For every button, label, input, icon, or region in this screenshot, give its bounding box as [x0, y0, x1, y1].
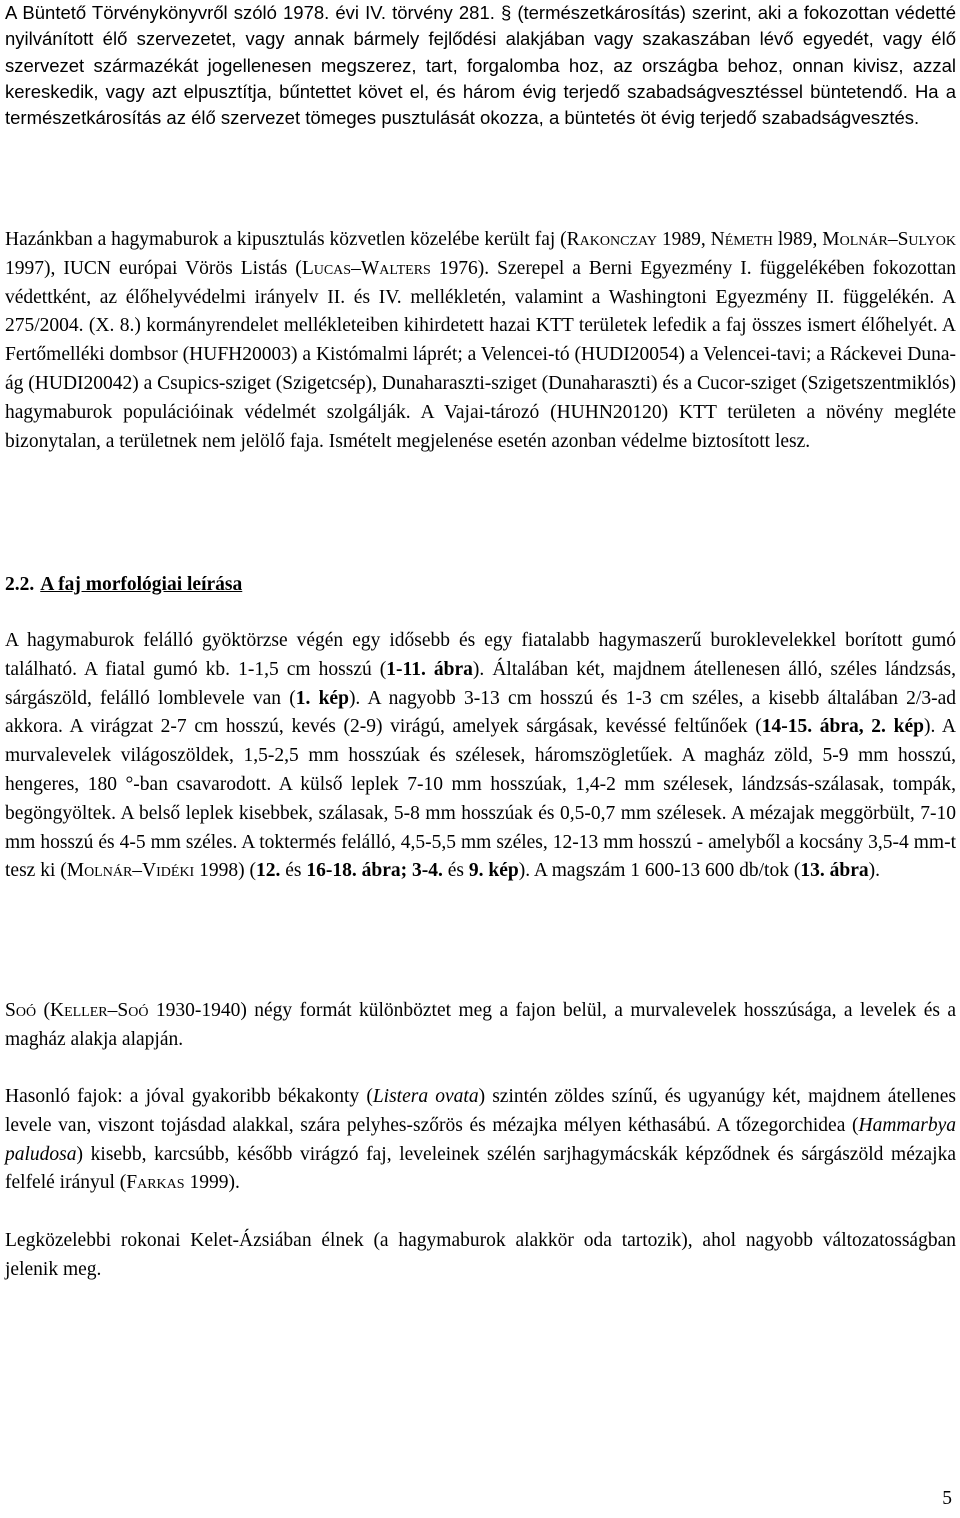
penal-code-paragraph: [5, 0, 956, 131]
figure-reference: 14-15. ábra, 2. kép: [761, 716, 924, 738]
figure-reference: 12.: [255, 860, 281, 882]
text-run: 1976). Szerepel a Berni Egyezmény I. függelékében fokozottan védettként, az élőhelyvédelmi irányelv II. és IV. mellékletén, valamint a Washingtoni Egyezmény II. függelékén. A 275/2004. (X. 8.) kormányrendelet mellékleteiben kihirdetett hazai KTT területek lefedik a faj összes ismert élőhelyét. A Fertőmelléki dombsor (HUFH20003) a Kistómalmi láprét; a Velencei-tó (HUDI20054) a Velencei-tavi; a Ráckevei Duna-ág (HUDI20042) a Csupics-sziget (Szigetcsép), Dunaharaszti-sziget (Dunaharaszti) és a Cucor-sziget (Szigetszentmiklós) hagymaburok populációinak védelmét szolgálják. A Vajai-tározó (HUHN20120) KTT területen a növény megléte bizonytalan, a területnek nem jelölő faja. Ismételt megjelenése esetén azonban védelme biztosított lesz.: [5, 257, 957, 452]
text-run: ) kisebb, karcsúbb, később virágzó faj, leveleinek szélén sarjhagymácskák képződnek és sárgászöld mézajka felfelé irányul (: [5, 1143, 956, 1194]
species-name: Hammarbya paludosa: [5, 1114, 956, 1165]
forms-paragraph: [5, 997, 956, 1055]
text-run: 1989,: [656, 229, 711, 250]
citation-author: Rakonczay: [566, 229, 657, 250]
figure-reference: 1. kép: [295, 687, 349, 709]
figure-reference: 1-11. ábra: [386, 658, 473, 680]
citation-author: Keller–Soó: [50, 1000, 149, 1021]
text-run: 1930-1940) négy formát különböztet meg a fajon belül, a murvalevelek hosszúsága, a levelek és a magház alakja alapján.: [5, 1000, 957, 1050]
penal-code-text: A Büntető Törvénykönyvről szóló 1978. évi IV. törvény 281. § (természetkárosítás) szerint, aki a fokozottan védetté nyilvánított élő szervezetet, vagy annak bármely fejlődési alakjában vagy szakaszában lévő egyedét, vagy élő szervezet származékát jogellenesen megszerez, tart, forgalomba hoz, az országba behoz, onnan kivisz, azzal kereskedik, vagy azt elpusztítja, bűntettet követ el, és három évig terjedő szabadságvesztéssel büntetendő. Ha a természetkárosítás az élő szervezet tömeges pusztulását okozza, a büntetés öt évig terjedő szabadságvesztés.: [5, 2, 956, 129]
citation-author: Lucas–Walters: [301, 257, 431, 279]
text-run: ). Általában két, majdnem átellenesen álló, széles lándzsás, sárgászöld, felálló lomblevele van (: [5, 658, 956, 709]
citation-author: Németh: [710, 229, 773, 250]
text-run: ). A magszám 1 600-13 600 db/tok (: [518, 860, 801, 882]
text-run: ) szintén zöldes színű, és ugyanúgy két, majdnem átellenes levele van, viszont tojásdad alakkal, szára pelyhes-szőrös és mézajka mélyen kéthasábú. A tőzegorchidea (: [5, 1086, 956, 1136]
species-name: Listera ovata: [372, 1086, 479, 1107]
text-run: és: [280, 860, 307, 882]
text-run: és: [442, 860, 469, 882]
text-run: 1999).: [184, 1172, 240, 1194]
text-run: ). A murvalevelek világoszöldek, 1,5-2,5 mm hosszúak és szélesek, háromszögletűek. A magház zöld, 5-9 mm hosszú, hengeres, 180 °-ban csavarodott. A külső leplek 7-10 mm hosszúak, 1,4-2 mm szélesek, lándzsás-szálasak, tompák, begöngyöltek. A belső leplek kisebbek, szálasak, 5-8 mm hosszúak és 0,5-0,7 mm szélesek. A mézajak meggörbült, 7-10 mm hosszú és 4-5 mm széles. A toktermés felálló, 4,5-5,5 mm széles, 12-13 mm hosszú - amelyből a kocsány 3,5-4 mm-t tesz ki (: [5, 716, 956, 882]
page-number: 5: [942, 1488, 952, 1509]
citation-author: Molnár–Sulyok: [822, 229, 957, 250]
text-run: 1997), IUCN európai Vörös Listás (: [5, 257, 302, 279]
text-run: Legközelebbi rokonai Kelet-Ázsiában élnek (a hagymaburok alakkör oda tartozik), ahol nagyobb változatosságban jelenik meg.: [5, 1230, 956, 1280]
figure-reference: 13. ábra: [800, 860, 869, 882]
section-heading: [5, 571, 242, 599]
figure-reference: 16-18. ábra; 3-4.: [306, 860, 443, 882]
text-run: l989,: [772, 229, 823, 250]
text-run: ). A nagyobb 3-13 cm hosszú és 1-3 cm széles, a kisebb általában 2/3-ad akkora. A virágzat 2-7 cm hosszú, kevés (2-9) virágú, amelyek sárgásak, kevéssé feltűnőek (: [5, 687, 956, 738]
text-run: ).: [868, 860, 880, 882]
similar-species-paragraph: [5, 1083, 956, 1198]
morphology-paragraph: [5, 627, 956, 886]
citation-author: Molnár–Vidéki: [66, 860, 195, 882]
relatives-paragraph: [5, 1227, 956, 1285]
citation-author: Soó: [5, 1000, 37, 1021]
text-run: A hagymaburok felálló gyöktörzse végén egy idősebb és egy fiatalabb hagymaszerű buroklevelekkel borított gumó található. A fiatal gumó kb. 1-1,5 cm hosszú (: [5, 630, 956, 680]
section-title: A faj morfológiai leírása: [40, 574, 243, 595]
section-number: 2.2.: [5, 574, 35, 595]
text-run: 1998) (: [194, 860, 256, 882]
figure-reference: 9. kép: [468, 860, 519, 882]
protection-status-paragraph: [5, 226, 956, 456]
citation-author: Farkas: [126, 1172, 185, 1194]
text-run: (: [36, 1000, 50, 1021]
text-run: Hazánkban a hagymaburok a kipusztulás közvetlen közelébe került faj (: [5, 229, 567, 250]
text-run: Hasonló fajok: a jóval gyakoribb békakonty (: [5, 1086, 373, 1107]
